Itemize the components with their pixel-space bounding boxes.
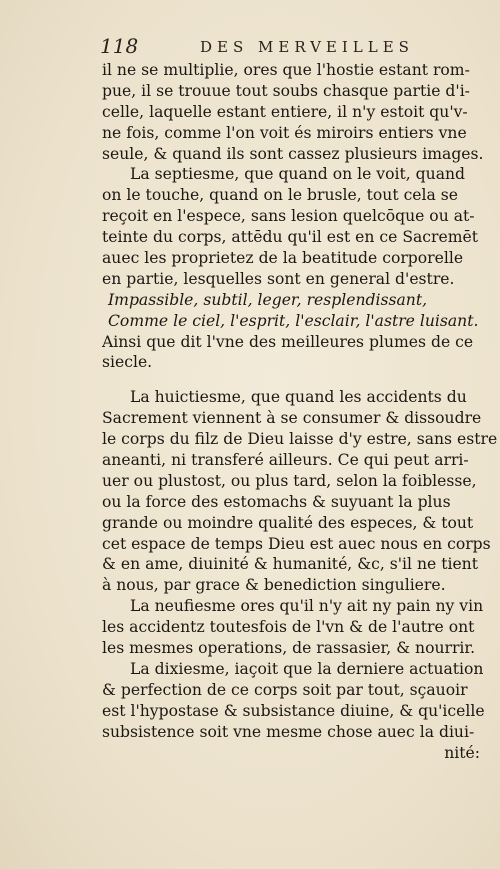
text-line: subsistence soit vne mesme chose auec la diui- (102, 722, 475, 741)
text-line: grande ou moindre qualité des especes, & tout (102, 513, 474, 532)
verse-line: Comme le ciel, l'esprit, l'esclair, l'astre luisant. (108, 311, 479, 330)
text-line: les mesmes operations, de rassasier, & nourrir. (102, 639, 476, 658)
text-line: cet espace de temps Dieu est auec nous en corps (102, 534, 491, 553)
text-line: Ainsi que dit l'vne des meilleures plumes de ce (102, 332, 474, 351)
text-line: le corps du filz de Dieu laisse d'y estre, sans estre (102, 430, 498, 449)
paragraph-start-line: La neufiesme ores qu'il n'y ait ny pain ny vin (130, 597, 484, 616)
body-text (102, 60, 498, 763)
paragraph-start-line: La septiesme, que quand on le voit, quand (130, 165, 466, 184)
text-line: siecle. (102, 353, 153, 372)
text-line: les accidentz toutesfois de l'vn & de l'autre ont (102, 618, 475, 637)
text-line: ou la force des estomachs & suyuant la plus (102, 492, 451, 511)
text-line: il ne se multiplie, ores que l'hostie estant rom- (102, 61, 470, 79)
text-line: & en ame, diuinité & humanité, &c, s'il ne tient (102, 555, 478, 574)
text-line: nité: (444, 743, 480, 762)
text-line: celle, laquelle estant entiere, il n'y estoit qu'v- (102, 102, 468, 121)
paragraph-start-line: La huictiesme, que quand les accidents du (130, 388, 467, 407)
text-line: auec les proprietez de la beatitude corporelle (102, 249, 464, 268)
text-line: reçoit en l'espece, sans lesion quelcōque ou at- (102, 207, 475, 226)
text-line: seule, & quand ils sont cassez plusieurs images. (102, 144, 484, 163)
text-line: uer ou plustost, ou plus tard, selon la foiblesse, (102, 471, 477, 490)
text-line: est l'hypostase & subsistance diuine, & qu'icelle (102, 701, 485, 720)
page-header (100, 32, 472, 60)
running-title: DES MERVEILLES (200, 38, 414, 56)
text-line: on le touche, quand on le brusle, tout cela se (102, 186, 459, 205)
text-line: ne fois, comme l'on voit és miroirs entiers vne (102, 123, 467, 142)
text-line: pue, il se trouue tout soubs chasque partie d'i- (102, 81, 470, 100)
paragraph-start-line: La dixiesme, iaçoit que la derniere actuation (130, 659, 484, 678)
text-line: en partie, lesquelles sont en general d'estre. (102, 269, 455, 288)
text-line: & perfection de ce corps soit par tout, sçauoir (102, 680, 468, 699)
text-line: à nous, par grace & benediction singuliere. (102, 576, 446, 595)
text-line: Sacrement viennent à se consumer & dissoudre (102, 409, 482, 428)
verse-line: Impassible, subtil, leger, resplendissant, (108, 290, 428, 309)
text-line: aneanti, ni transferé ailleurs. Ce qui peut arri- (102, 451, 469, 470)
page-number: 118 (100, 34, 139, 58)
text-line: teinte du corps, attēdu qu'il est en ce Sacremēt (102, 228, 478, 247)
